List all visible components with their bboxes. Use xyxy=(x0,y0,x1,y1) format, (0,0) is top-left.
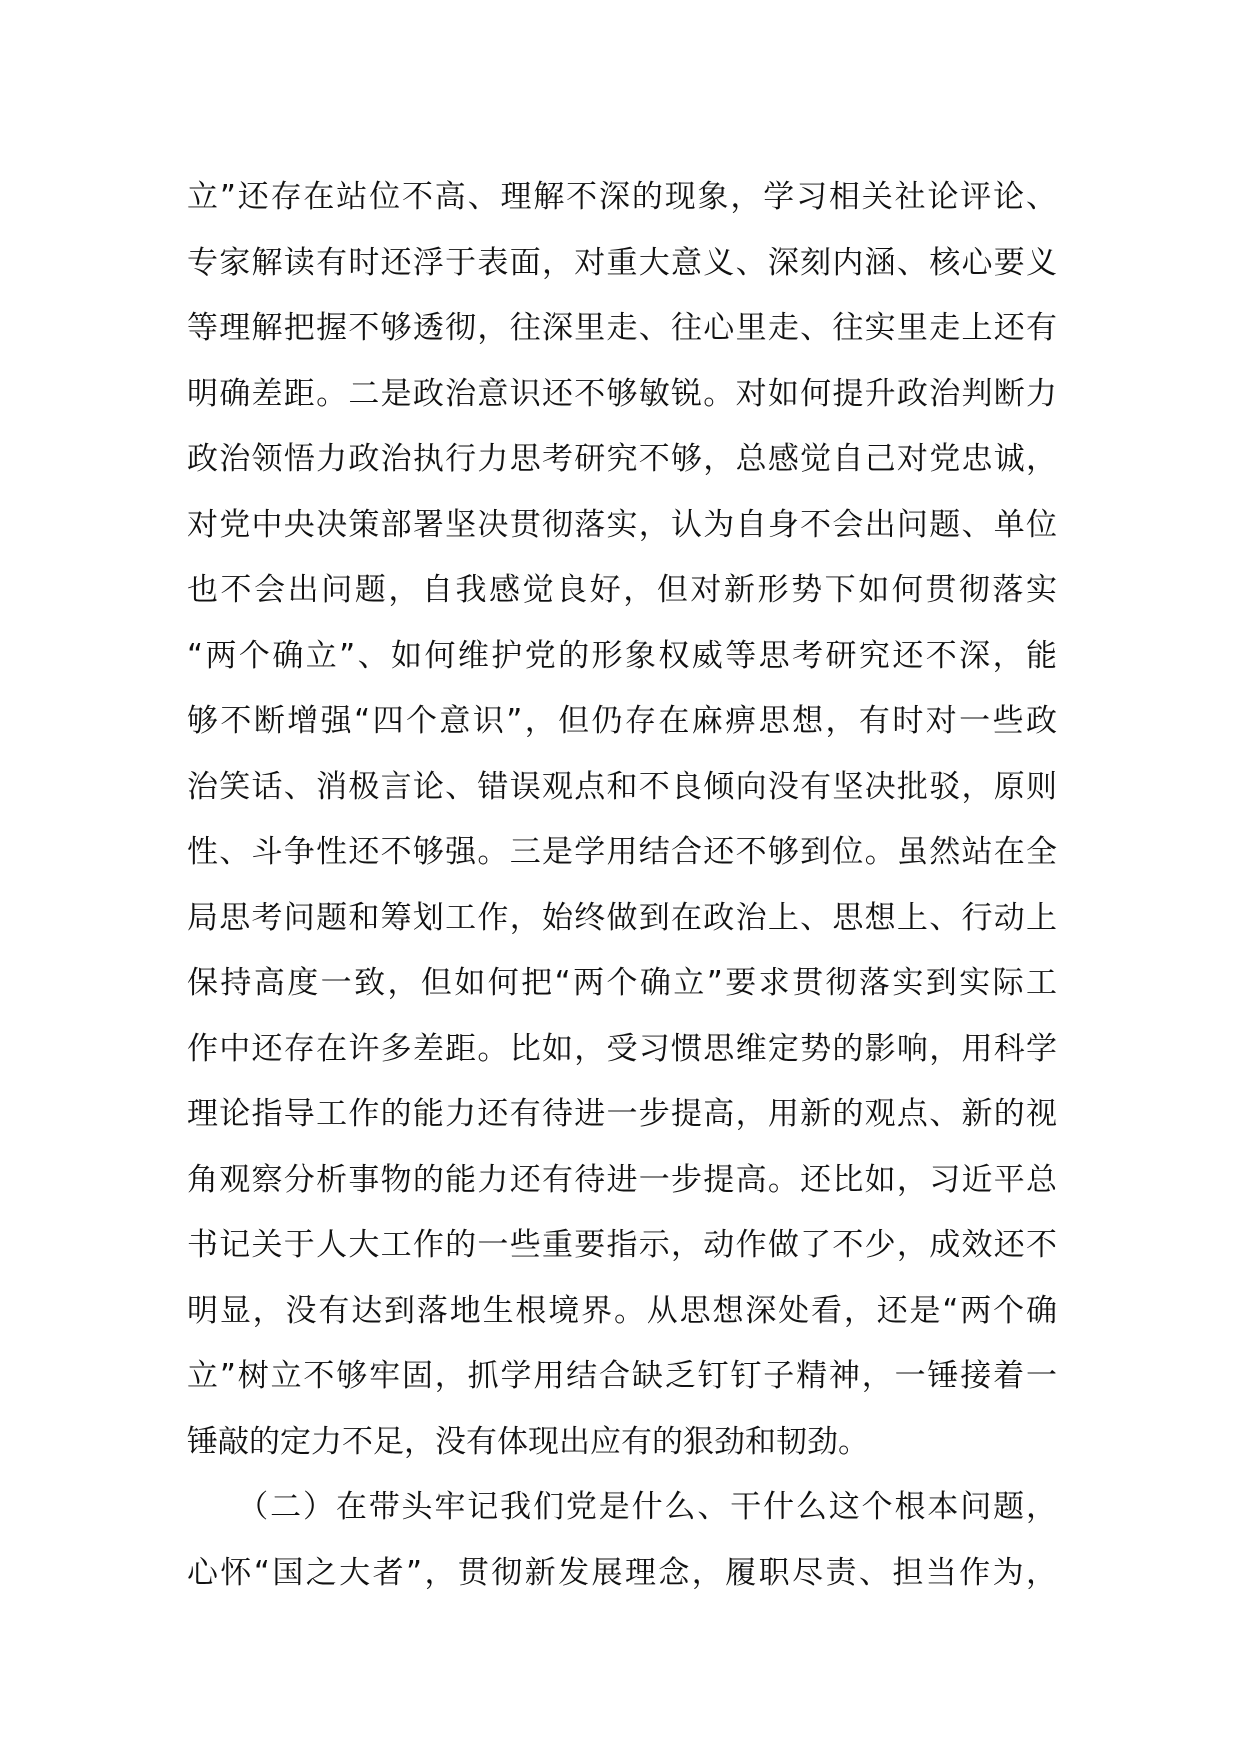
text-line: 作中还存在许多差距。比如，受习惯思维定势的影响，用科学 xyxy=(187,1030,1057,1067)
text-line: 等理解把握不够透彻，往深里走、往心里走、往实里走上还有 xyxy=(187,310,1057,346)
text-line: 局思考问题和筹划工作，始终做到在政治上、思想上、行动上 xyxy=(187,899,1057,936)
text-line: 专家解读有时还浮于表面，对重大意义、深刻内涵、核心要义 xyxy=(187,244,1057,281)
text-line: “两个确立”、如何维护党的形象权威等思考研究还不深，能 xyxy=(187,637,1057,674)
text-line: 够不断增强“四个意识”，但仍存在麻痹思想，有时对一些政 xyxy=(187,703,1057,739)
text-line: 保持高度一致，但如何把“两个确立”要求贯彻落实到实际工 xyxy=(187,965,1057,1001)
text-line: 治笑话、消极言论、错误观点和不良倾向没有坚决批驳，原则 xyxy=(187,768,1057,805)
section-heading-line: （二）在带头牢记我们党是什么、干什么这个根本问题， xyxy=(187,1489,1057,1525)
text-line: 书记关于人大工作的一些重要指示，动作做了不少，成效还不 xyxy=(187,1227,1057,1263)
text-line: 政治领悟力政治执行力思考研究不够，总感觉自己对党忠诚， xyxy=(187,441,1057,477)
paragraph-end-line: 锤敲的定力不足，没有体现出应有的狠劲和韧劲。 xyxy=(187,1423,869,1460)
text-line: 立”树立不够牢固，抓学用结合缺乏钉钉子精神，一锤接着一 xyxy=(187,1358,1057,1394)
text-line: 对党中央决策部署坚决贯彻落实，认为自身不会出问题、单位 xyxy=(187,506,1057,543)
text-line: 心怀“国之大者”，贯彻新发展理念，履职尽责、担当作为， xyxy=(187,1554,1057,1591)
text-line: 也不会出问题，自我感觉良好，但对新形势下如何贯彻落实 xyxy=(187,572,1057,608)
text-line: 明确差距。二是政治意识还不够敏锐。对如何提升政治判断力 xyxy=(187,375,1057,412)
text-line: 性、斗争性还不够强。三是学用结合还不够到位。虽然站在全 xyxy=(187,834,1057,870)
text-line: 立”还存在站位不高、理解不深的现象，学习相关社论评论、 xyxy=(187,179,1057,215)
text-line: 明显，没有达到落地生根境界。从思想深处看，还是“两个确 xyxy=(187,1292,1057,1329)
body-text xyxy=(187,165,1057,1606)
text-line: 理论指导工作的能力还有待进一步提高，用新的观点、新的视 xyxy=(187,1096,1057,1132)
text-line: 角观察分析事物的能力还有待进一步提高。还比如，习近平总 xyxy=(187,1161,1057,1198)
